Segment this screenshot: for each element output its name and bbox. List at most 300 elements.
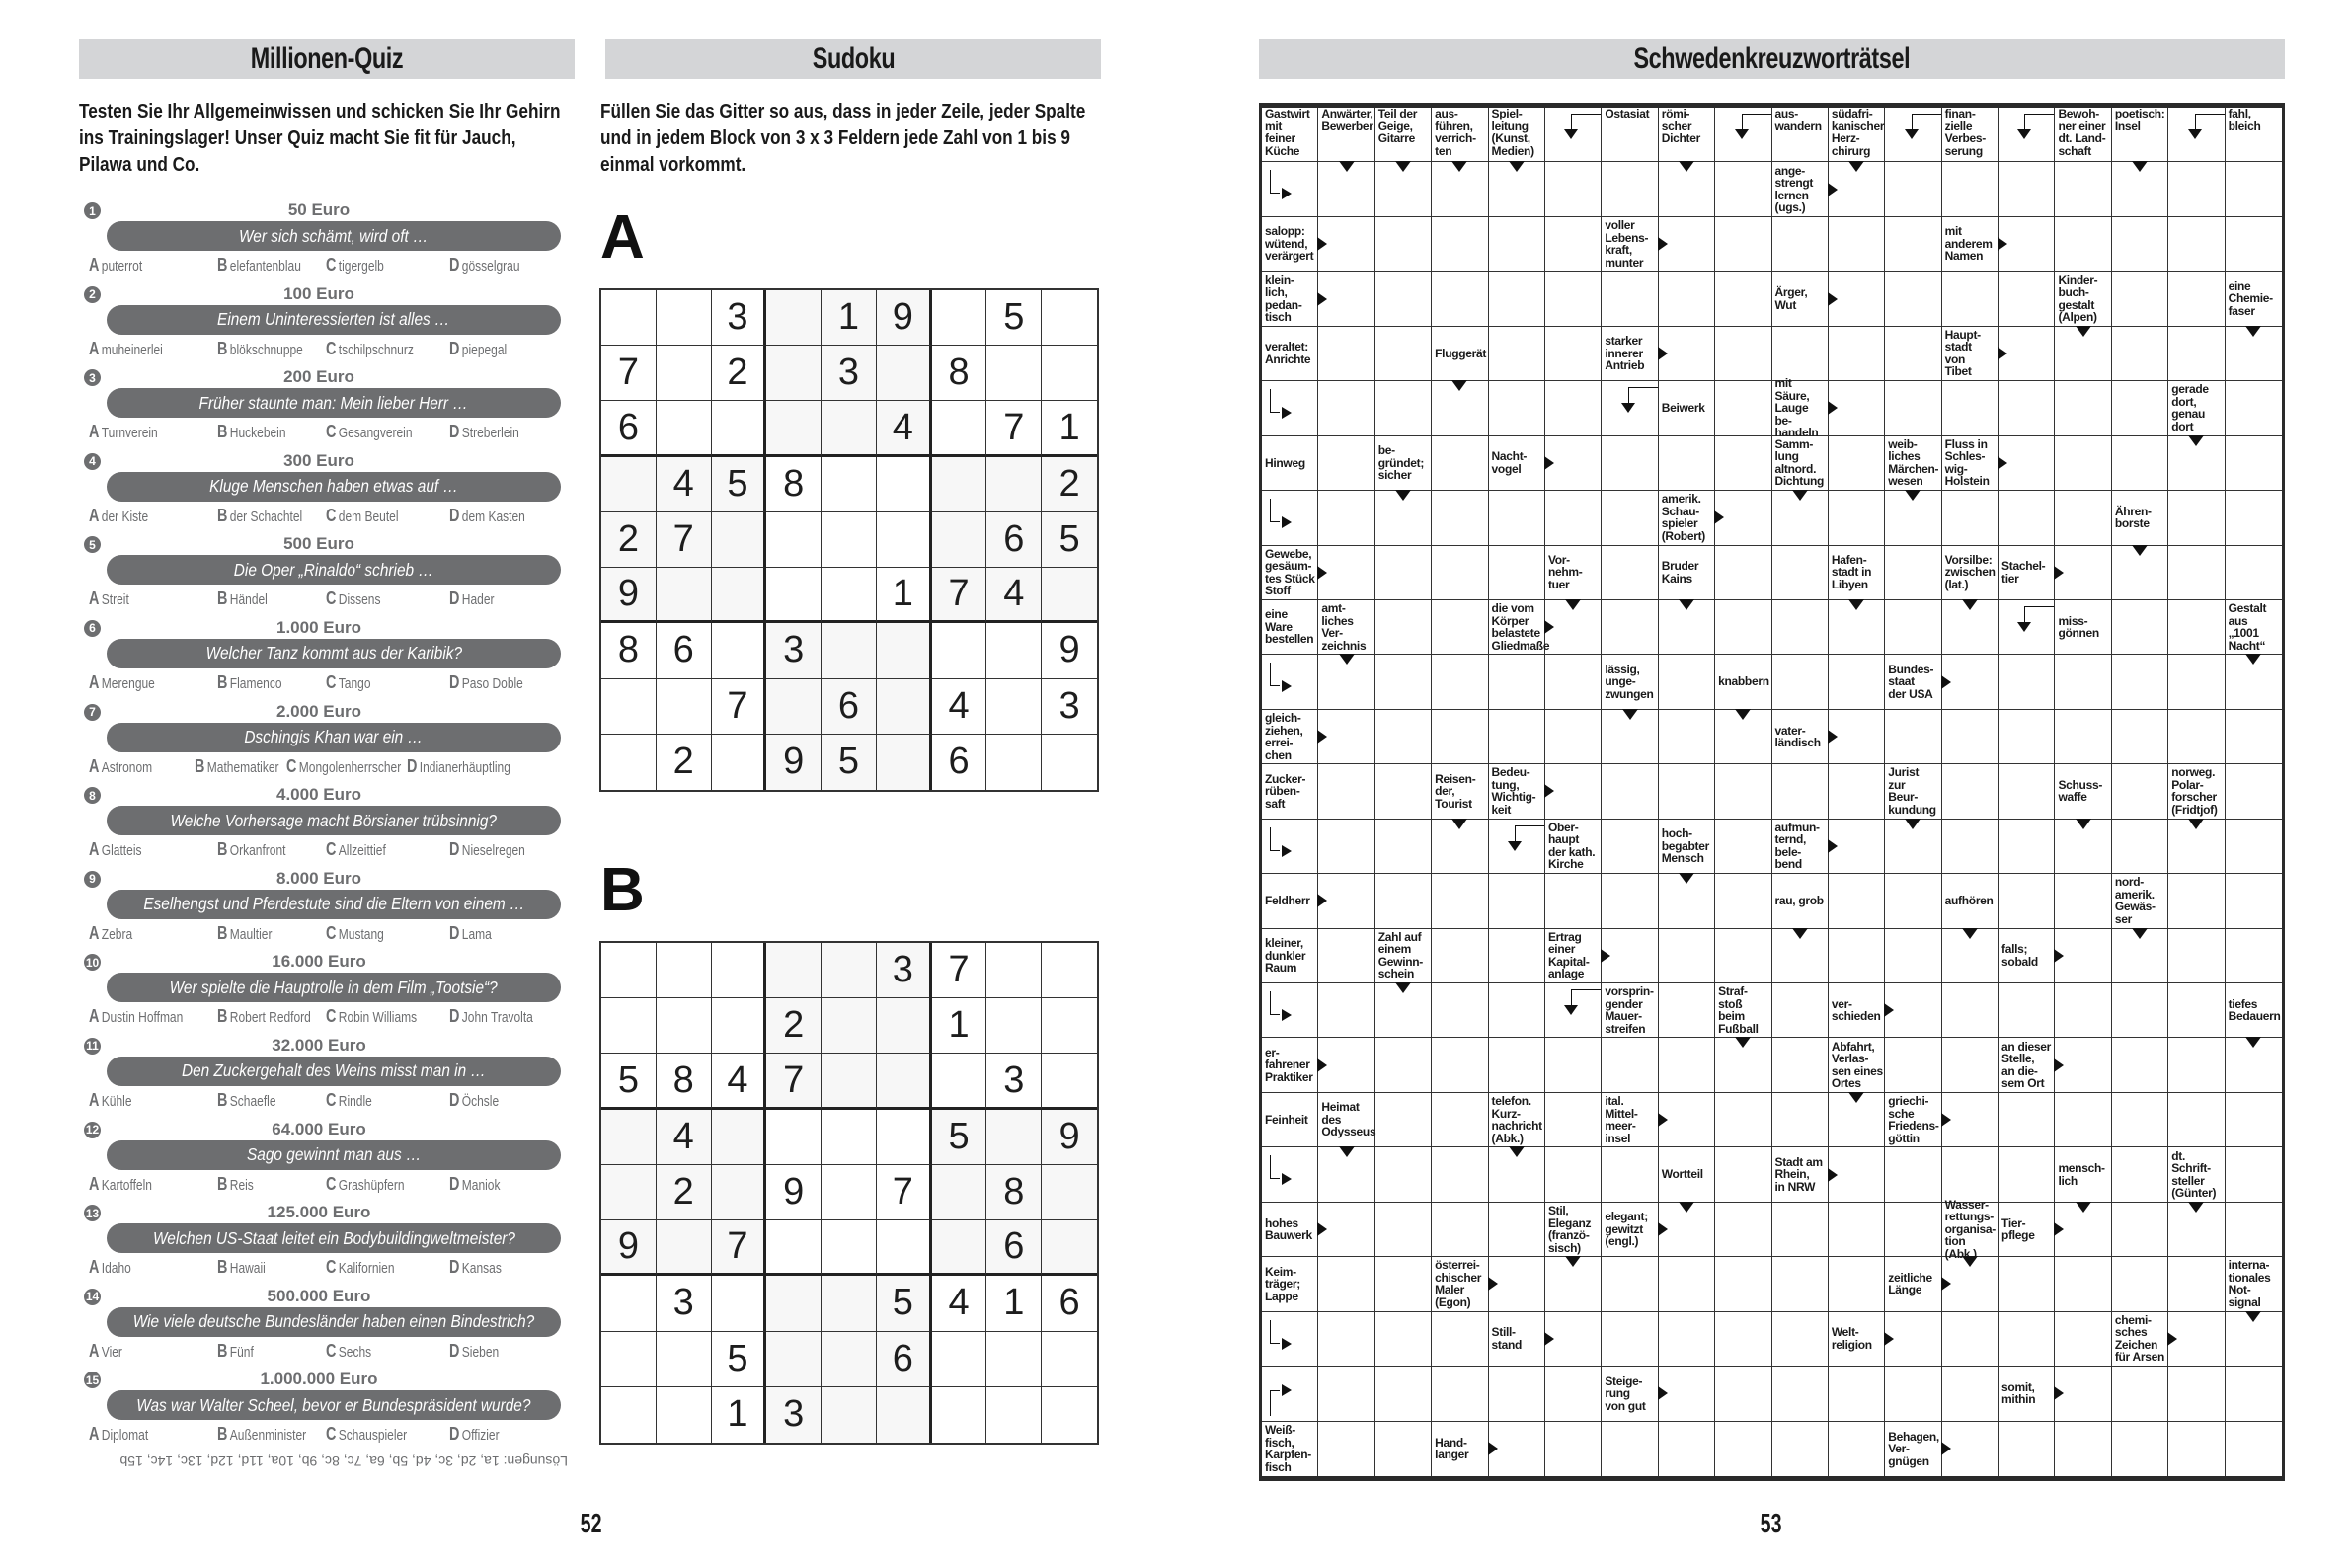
- sudoku-cell[interactable]: [766, 1110, 822, 1165]
- sudoku-cell[interactable]: [822, 512, 877, 568]
- answer-cell[interactable]: [2055, 491, 2111, 545]
- answer-cell[interactable]: [1772, 1367, 1829, 1421]
- answer-cell[interactable]: [1545, 272, 1602, 326]
- answer-cell[interactable]: [1829, 436, 1885, 491]
- answer-cell[interactable]: [1772, 1257, 1829, 1311]
- sudoku-cell[interactable]: [1042, 346, 1097, 401]
- answer-cell[interactable]: [2168, 217, 2225, 272]
- answer-cell[interactable]: [1942, 1038, 1999, 1092]
- answer-cell[interactable]: [1432, 1093, 1488, 1147]
- answer-cell[interactable]: [1885, 1038, 1941, 1092]
- sudoku-cell[interactable]: [932, 1332, 987, 1387]
- answer-cell[interactable]: [1602, 1312, 1658, 1367]
- answer-cell[interactable]: [2226, 1367, 2282, 1421]
- sudoku-cell[interactable]: [822, 1387, 877, 1443]
- sudoku-cell[interactable]: [932, 1165, 987, 1220]
- sudoku-cell[interactable]: [877, 1110, 932, 1165]
- answer-cell[interactable]: [1999, 491, 2055, 545]
- sudoku-cell[interactable]: [822, 1332, 877, 1387]
- answer-cell[interactable]: [1885, 327, 1941, 381]
- answer-cell[interactable]: [1772, 1312, 1829, 1367]
- answer-cell[interactable]: [1545, 1367, 1602, 1421]
- answer-cell[interactable]: [1659, 1038, 1715, 1092]
- answer-cell[interactable]: [1659, 764, 1715, 819]
- sudoku-cell[interactable]: [986, 457, 1042, 512]
- answer-cell[interactable]: [1489, 1038, 1545, 1092]
- answer-cell[interactable]: [1829, 764, 1885, 819]
- sudoku-cell[interactable]: [712, 735, 767, 790]
- answer-cell[interactable]: [1999, 162, 2055, 216]
- answer-cell[interactable]: [1715, 436, 1771, 491]
- answer-cell[interactable]: [2168, 327, 2225, 381]
- sudoku-cell[interactable]: [712, 568, 767, 623]
- sudoku-cell[interactable]: [712, 401, 767, 456]
- sudoku-cell[interactable]: [986, 1332, 1042, 1387]
- answer-cell[interactable]: [1602, 1422, 1658, 1476]
- answer-cell[interactable]: [1602, 272, 1658, 326]
- sudoku-cell[interactable]: [932, 512, 987, 568]
- sudoku-cell[interactable]: [601, 1110, 657, 1165]
- answer-cell[interactable]: [2226, 162, 2282, 216]
- answer-cell[interactable]: [1432, 874, 1488, 928]
- answer-cell[interactable]: [2112, 381, 2168, 435]
- answer-cell[interactable]: [1432, 1147, 1488, 1202]
- answer-cell[interactable]: [1545, 1093, 1602, 1147]
- sudoku-cell[interactable]: [601, 998, 657, 1054]
- answer-cell[interactable]: [2112, 655, 2168, 709]
- answer-cell[interactable]: [1772, 546, 1829, 600]
- answer-cell[interactable]: [1999, 381, 2055, 435]
- answer-cell[interactable]: [1885, 1147, 1941, 1202]
- answer-cell[interactable]: [1489, 1203, 1545, 1257]
- sudoku-cell[interactable]: [986, 735, 1042, 790]
- sudoku-cell[interactable]: [601, 679, 657, 735]
- sudoku-cell[interactable]: [877, 1220, 932, 1276]
- answer-cell[interactable]: [2226, 1093, 2282, 1147]
- sudoku-cell[interactable]: [601, 735, 657, 790]
- answer-cell[interactable]: [1432, 1038, 1488, 1092]
- sudoku-cell[interactable]: [1042, 1165, 1097, 1220]
- sudoku-cell[interactable]: [1042, 943, 1097, 998]
- answer-cell[interactable]: [1885, 874, 1941, 928]
- answer-cell[interactable]: [2168, 600, 2225, 655]
- answer-cell[interactable]: [2168, 162, 2225, 216]
- answer-cell[interactable]: [1318, 381, 1374, 435]
- sudoku-cell[interactable]: [877, 346, 932, 401]
- sudoku-cell[interactable]: [657, 998, 712, 1054]
- answer-cell[interactable]: [1432, 217, 1488, 272]
- answer-cell[interactable]: [1829, 1203, 1885, 1257]
- answer-cell[interactable]: [1602, 1038, 1658, 1092]
- sudoku-cell[interactable]: [932, 1387, 987, 1443]
- answer-cell[interactable]: [2112, 710, 2168, 764]
- answer-cell[interactable]: [1715, 600, 1771, 655]
- sudoku-cell[interactable]: [877, 512, 932, 568]
- sudoku-cell[interactable]: [766, 943, 822, 998]
- answer-cell[interactable]: [1489, 381, 1545, 435]
- sudoku-cell[interactable]: [1042, 1332, 1097, 1387]
- answer-cell[interactable]: [1432, 983, 1488, 1038]
- answer-cell[interactable]: [2226, 217, 2282, 272]
- answer-cell[interactable]: [1432, 710, 1488, 764]
- answer-cell[interactable]: [1999, 983, 2055, 1038]
- answer-cell[interactable]: [2168, 546, 2225, 600]
- answer-cell[interactable]: [1829, 217, 1885, 272]
- sudoku-cell[interactable]: [712, 1276, 767, 1331]
- answer-cell[interactable]: [1489, 710, 1545, 764]
- answer-cell[interactable]: [2055, 1422, 2111, 1476]
- answer-cell[interactable]: [2112, 1093, 2168, 1147]
- sudoku-cell[interactable]: [712, 623, 767, 678]
- answer-cell[interactable]: [2168, 929, 2225, 983]
- sudoku-cell[interactable]: [986, 943, 1042, 998]
- answer-cell[interactable]: [2055, 1257, 2111, 1311]
- sudoku-cell[interactable]: [932, 401, 987, 456]
- answer-cell[interactable]: [1885, 710, 1941, 764]
- answer-cell[interactable]: [1375, 820, 1432, 874]
- sudoku-cell[interactable]: [986, 1387, 1042, 1443]
- answer-cell[interactable]: [1602, 600, 1658, 655]
- sudoku-cell[interactable]: [877, 1387, 932, 1443]
- answer-cell[interactable]: [1772, 1203, 1829, 1257]
- answer-cell[interactable]: [2055, 162, 2111, 216]
- answer-cell[interactable]: [1942, 1312, 1999, 1367]
- sudoku-cell[interactable]: [822, 998, 877, 1054]
- answer-cell[interactable]: [1885, 1367, 1941, 1421]
- sudoku-cell[interactable]: [1042, 1387, 1097, 1443]
- answer-cell[interactable]: [1715, 546, 1771, 600]
- sudoku-cell[interactable]: [932, 1220, 987, 1276]
- answer-cell[interactable]: [1659, 655, 1715, 709]
- answer-cell[interactable]: [2055, 436, 2111, 491]
- sudoku-cell[interactable]: [657, 1332, 712, 1387]
- answer-cell[interactable]: [1659, 1422, 1715, 1476]
- answer-cell[interactable]: [1715, 1147, 1771, 1202]
- answer-cell[interactable]: [2168, 272, 2225, 326]
- answer-cell[interactable]: [1659, 1312, 1715, 1367]
- answer-cell[interactable]: [1885, 929, 1941, 983]
- answer-cell[interactable]: [1545, 381, 1602, 435]
- answer-cell[interactable]: [1942, 764, 1999, 819]
- answer-cell[interactable]: [2112, 272, 2168, 326]
- answer-cell[interactable]: [1318, 1367, 1374, 1421]
- answer-cell[interactable]: [1432, 600, 1488, 655]
- answer-cell[interactable]: [1489, 327, 1545, 381]
- sudoku-cell[interactable]: [601, 1165, 657, 1220]
- sudoku-cell[interactable]: [601, 943, 657, 998]
- answer-cell[interactable]: [1545, 1422, 1602, 1476]
- answer-cell[interactable]: [1375, 1312, 1432, 1367]
- answer-cell[interactable]: [2112, 1147, 2168, 1202]
- answer-cell[interactable]: [1432, 929, 1488, 983]
- answer-cell[interactable]: [1999, 1257, 2055, 1311]
- answer-cell[interactable]: [1715, 764, 1771, 819]
- answer-cell[interactable]: [1715, 381, 1771, 435]
- answer-cell[interactable]: [2055, 217, 2111, 272]
- sudoku-cell[interactable]: [712, 1165, 767, 1220]
- sudoku-cell[interactable]: [822, 568, 877, 623]
- answer-cell[interactable]: [1885, 162, 1941, 216]
- answer-cell[interactable]: [1942, 491, 1999, 545]
- answer-cell[interactable]: [1715, 1093, 1771, 1147]
- answer-cell[interactable]: [1318, 1312, 1374, 1367]
- answer-cell[interactable]: [1318, 764, 1374, 819]
- sudoku-cell[interactable]: [766, 290, 822, 346]
- answer-cell[interactable]: [1489, 546, 1545, 600]
- answer-cell[interactable]: [1715, 327, 1771, 381]
- answer-cell[interactable]: [2168, 1093, 2225, 1147]
- answer-cell[interactable]: [1772, 1093, 1829, 1147]
- sudoku-cell[interactable]: [1042, 735, 1097, 790]
- sudoku-cell[interactable]: [932, 623, 987, 678]
- answer-cell[interactable]: [1375, 1203, 1432, 1257]
- answer-cell[interactable]: [1999, 874, 2055, 928]
- answer-cell[interactable]: [1772, 1038, 1829, 1092]
- answer-cell[interactable]: [2112, 1038, 2168, 1092]
- answer-cell[interactable]: [1432, 655, 1488, 709]
- sudoku-cell[interactable]: [877, 679, 932, 735]
- sudoku-cell[interactable]: [877, 1054, 932, 1109]
- sudoku-cell[interactable]: [822, 1054, 877, 1109]
- answer-cell[interactable]: [1772, 600, 1829, 655]
- sudoku-cell[interactable]: [601, 1387, 657, 1443]
- answer-cell[interactable]: [1715, 217, 1771, 272]
- answer-cell[interactable]: [1375, 217, 1432, 272]
- answer-cell[interactable]: [1432, 491, 1488, 545]
- answer-cell[interactable]: [1885, 381, 1941, 435]
- answer-cell[interactable]: [1942, 1367, 1999, 1421]
- answer-cell[interactable]: [2168, 655, 2225, 709]
- answer-cell[interactable]: [2226, 546, 2282, 600]
- answer-cell[interactable]: [1602, 162, 1658, 216]
- answer-cell[interactable]: [1545, 874, 1602, 928]
- answer-cell[interactable]: [2168, 1257, 2225, 1311]
- answer-cell[interactable]: [1545, 327, 1602, 381]
- answer-cell[interactable]: [1715, 929, 1771, 983]
- answer-cell[interactable]: [1545, 1147, 1602, 1202]
- answer-cell[interactable]: [1715, 1367, 1771, 1421]
- answer-cell[interactable]: [1715, 1203, 1771, 1257]
- answer-cell[interactable]: [1772, 764, 1829, 819]
- answer-cell[interactable]: [1659, 983, 1715, 1038]
- answer-cell[interactable]: [1885, 600, 1941, 655]
- sudoku-cell[interactable]: [712, 943, 767, 998]
- answer-cell[interactable]: [2226, 1147, 2282, 1202]
- sudoku-cell[interactable]: [822, 1165, 877, 1220]
- sudoku-cell[interactable]: [766, 401, 822, 456]
- answer-cell[interactable]: [1375, 272, 1432, 326]
- answer-cell[interactable]: [2168, 1038, 2225, 1092]
- answer-cell[interactable]: [2112, 600, 2168, 655]
- answer-cell[interactable]: [1999, 1422, 2055, 1476]
- answer-cell[interactable]: [1375, 1147, 1432, 1202]
- sudoku-cell[interactable]: [657, 401, 712, 456]
- sudoku-cell[interactable]: [657, 346, 712, 401]
- answer-cell[interactable]: [1942, 1147, 1999, 1202]
- answer-cell[interactable]: [1772, 327, 1829, 381]
- answer-cell[interactable]: [1489, 491, 1545, 545]
- answer-cell[interactable]: [1885, 272, 1941, 326]
- sudoku-cell[interactable]: [986, 679, 1042, 735]
- answer-cell[interactable]: [1829, 1367, 1885, 1421]
- answer-cell[interactable]: [1999, 710, 2055, 764]
- answer-cell[interactable]: [2112, 764, 2168, 819]
- answer-cell[interactable]: [1489, 655, 1545, 709]
- answer-cell[interactable]: [1999, 764, 2055, 819]
- answer-cell[interactable]: [2226, 764, 2282, 819]
- answer-cell[interactable]: [1489, 983, 1545, 1038]
- answer-cell[interactable]: [1318, 1422, 1374, 1476]
- sudoku-cell[interactable]: [822, 401, 877, 456]
- answer-cell[interactable]: [2055, 655, 2111, 709]
- answer-cell[interactable]: [1432, 546, 1488, 600]
- answer-cell[interactable]: [1942, 710, 1999, 764]
- answer-cell[interactable]: [1602, 491, 1658, 545]
- sudoku-cell[interactable]: [822, 943, 877, 998]
- sudoku-cell[interactable]: [986, 346, 1042, 401]
- answer-cell[interactable]: [2226, 381, 2282, 435]
- answer-cell[interactable]: [1545, 710, 1602, 764]
- answer-cell[interactable]: [1715, 272, 1771, 326]
- answer-cell[interactable]: [1545, 162, 1602, 216]
- answer-cell[interactable]: [2112, 1367, 2168, 1421]
- answer-cell[interactable]: [1829, 491, 1885, 545]
- sudoku-cell[interactable]: [1042, 998, 1097, 1054]
- sudoku-cell[interactable]: [877, 735, 932, 790]
- sudoku-cell[interactable]: [877, 457, 932, 512]
- answer-cell[interactable]: [2112, 1257, 2168, 1311]
- answer-cell[interactable]: [1602, 1257, 1658, 1311]
- answer-cell[interactable]: [1602, 764, 1658, 819]
- answer-cell[interactable]: [2112, 1422, 2168, 1476]
- answer-cell[interactable]: [1489, 217, 1545, 272]
- answer-cell[interactable]: [1772, 217, 1829, 272]
- sudoku-cell[interactable]: [657, 290, 712, 346]
- answer-cell[interactable]: [1375, 1422, 1432, 1476]
- answer-cell[interactable]: [1942, 983, 1999, 1038]
- sudoku-cell[interactable]: [1042, 1220, 1097, 1276]
- answer-cell[interactable]: [1318, 491, 1374, 545]
- answer-cell[interactable]: [1545, 217, 1602, 272]
- answer-cell[interactable]: [2055, 983, 2111, 1038]
- answer-cell[interactable]: [1999, 655, 2055, 709]
- answer-cell[interactable]: [1942, 820, 1999, 874]
- answer-cell[interactable]: [1999, 1312, 2055, 1367]
- answer-cell[interactable]: [1999, 272, 2055, 326]
- answer-cell[interactable]: [2112, 217, 2168, 272]
- sudoku-cell[interactable]: [601, 457, 657, 512]
- answer-cell[interactable]: [2112, 1203, 2168, 1257]
- answer-cell[interactable]: [1829, 1257, 1885, 1311]
- sudoku-cell[interactable]: [766, 568, 822, 623]
- sudoku-cell[interactable]: [1042, 290, 1097, 346]
- sudoku-cell[interactable]: [766, 1332, 822, 1387]
- answer-cell[interactable]: [1999, 1147, 2055, 1202]
- answer-cell[interactable]: [1715, 874, 1771, 928]
- sudoku-cell[interactable]: [601, 1276, 657, 1331]
- sudoku-cell[interactable]: [601, 290, 657, 346]
- sudoku-cell[interactable]: [657, 1220, 712, 1276]
- answer-cell[interactable]: [1715, 1422, 1771, 1476]
- answer-cell[interactable]: [2055, 1312, 2111, 1367]
- answer-cell[interactable]: [1999, 820, 2055, 874]
- answer-cell[interactable]: [2055, 874, 2111, 928]
- answer-cell[interactable]: [1375, 546, 1432, 600]
- sudoku-cell[interactable]: [877, 998, 932, 1054]
- answer-cell[interactable]: [1545, 655, 1602, 709]
- sudoku-cell[interactable]: [822, 1276, 877, 1331]
- sudoku-cell[interactable]: [766, 512, 822, 568]
- answer-cell[interactable]: [1318, 929, 1374, 983]
- answer-cell[interactable]: [1318, 983, 1374, 1038]
- answer-cell[interactable]: [1602, 436, 1658, 491]
- sudoku-cell[interactable]: [657, 1387, 712, 1443]
- answer-cell[interactable]: [1602, 874, 1658, 928]
- answer-cell[interactable]: [1885, 217, 1941, 272]
- answer-cell[interactable]: [1489, 874, 1545, 928]
- sudoku-cell[interactable]: [1042, 1054, 1097, 1109]
- answer-cell[interactable]: [1659, 929, 1715, 983]
- sudoku-cell[interactable]: [1042, 568, 1097, 623]
- answer-cell[interactable]: [2112, 983, 2168, 1038]
- answer-cell[interactable]: [1489, 272, 1545, 326]
- answer-cell[interactable]: [1772, 983, 1829, 1038]
- answer-cell[interactable]: [2112, 436, 2168, 491]
- answer-cell[interactable]: [1375, 1038, 1432, 1092]
- answer-cell[interactable]: [2226, 1422, 2282, 1476]
- answer-cell[interactable]: [1602, 546, 1658, 600]
- answer-cell[interactable]: [1659, 436, 1715, 491]
- answer-cell[interactable]: [1999, 1093, 2055, 1147]
- answer-cell[interactable]: [1375, 1093, 1432, 1147]
- answer-cell[interactable]: [1375, 327, 1432, 381]
- answer-cell[interactable]: [1375, 764, 1432, 819]
- sudoku-cell[interactable]: [712, 998, 767, 1054]
- answer-cell[interactable]: [1489, 929, 1545, 983]
- answer-cell[interactable]: [1715, 1257, 1771, 1311]
- sudoku-cell[interactable]: [657, 943, 712, 998]
- answer-cell[interactable]: [2168, 710, 2225, 764]
- sudoku-cell[interactable]: [657, 568, 712, 623]
- answer-cell[interactable]: [2055, 381, 2111, 435]
- sudoku-cell[interactable]: [766, 346, 822, 401]
- answer-cell[interactable]: [2168, 491, 2225, 545]
- sudoku-cell[interactable]: [601, 1332, 657, 1387]
- answer-cell[interactable]: [1375, 655, 1432, 709]
- sudoku-cell[interactable]: [766, 1276, 822, 1331]
- answer-cell[interactable]: [1432, 1312, 1488, 1367]
- answer-cell[interactable]: [1432, 272, 1488, 326]
- answer-cell[interactable]: [1318, 436, 1374, 491]
- answer-cell[interactable]: [1318, 1257, 1374, 1311]
- answer-cell[interactable]: [2226, 874, 2282, 928]
- answer-cell[interactable]: [1829, 929, 1885, 983]
- answer-cell[interactable]: [1829, 655, 1885, 709]
- answer-cell[interactable]: [2168, 1367, 2225, 1421]
- answer-cell[interactable]: [1375, 600, 1432, 655]
- answer-cell[interactable]: [2226, 929, 2282, 983]
- answer-cell[interactable]: [2226, 436, 2282, 491]
- answer-cell[interactable]: [1375, 710, 1432, 764]
- answer-cell[interactable]: [1375, 1257, 1432, 1311]
- answer-cell[interactable]: [2168, 874, 2225, 928]
- answer-cell[interactable]: [1545, 491, 1602, 545]
- answer-cell[interactable]: [1602, 820, 1658, 874]
- answer-cell[interactable]: [1885, 546, 1941, 600]
- answer-cell[interactable]: [1942, 272, 1999, 326]
- answer-cell[interactable]: [1829, 874, 1885, 928]
- sudoku-cell[interactable]: [986, 623, 1042, 678]
